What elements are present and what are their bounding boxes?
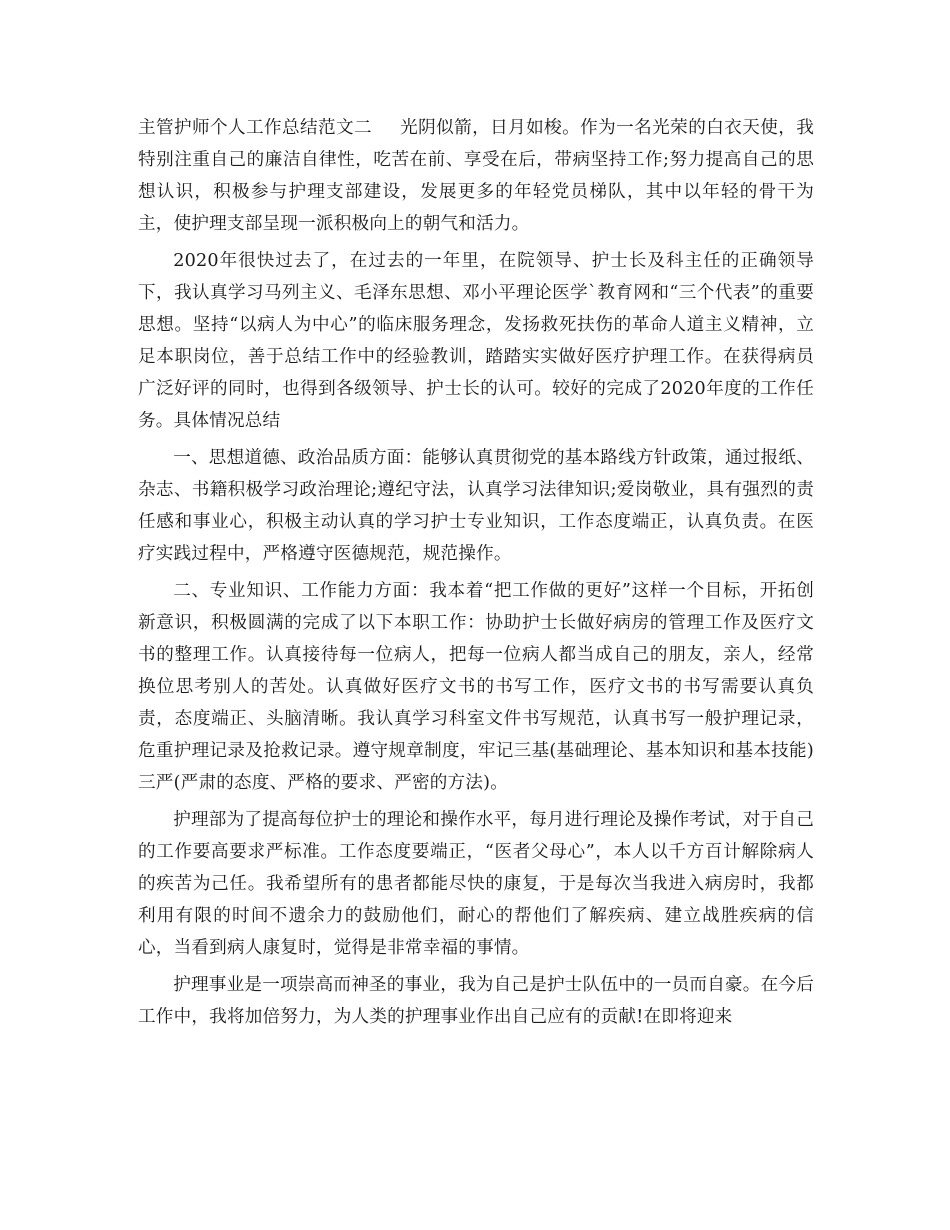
- paragraph-year-summary: 2020年很快过去了，在过去的一年里，在院领导、护士长及科主任的正确领导下，我认真学习马列主义、毛泽东思想、邓小平理论医学`教育网和“三个代表”的重要思想。坚持“以病人为中心”的临床服务理念，发扬救死扶伤的革命人道主义精神，立足本职岗位，善于总结工作中的经验教训，踏踏实实做好医疗护理工作。在获得病员广泛好评的同时，也得到各级领导、护士长的认可。较好的完成了2020年度的工作任务。具体情况总结: [138, 251, 814, 431]
- intro-paragraph: [138, 112, 814, 240]
- paragraph-professional-ability: 二、专业知识、工作能力方面：我本着“把工作做的更好”这样一个目标，开拓创新意识，积极圆满的完成了以下本职工作：协助护士长做好病房的管理工作及医疗文书的整理工作。认真接待每一位病人，把每一位病人都当成自己的朋友，亲人，经常换位思考别人的苦处。认真做好医疗文书的书写工作，医疗文书的书写需要认真负责，态度端正、头脑清晰。我认真学习科室文件书写规范，认真书写一般护理记录，危重护理记录及抢救记录。遵守规章制度，牢记三基(基础理论、基本知识和基本技能)三严(严肃的态度、严格的要求、严密的方法)。: [138, 581, 814, 793]
- paragraph-text: 光阴似箭，日月如梭。作为一名光荣的白衣天使，我特别注重自己的廉洁自律性，吃苦在前、享受在后，带病坚持工作;努力提高自己的思想认识，积极参与护理支部建设，发展更多的年轻党员梯队，其中以年轻的骨干为主，使护理支部呈现一派积极向上的朝气和活力。: [138, 118, 814, 234]
- paragraph-nursing-department: 护理部为了提高每位护士的理论和操作水平，每月进行理论及操作考试，对于自己的工作要高要求严标准。工作态度要端正，“医者父母心”，本人以千方百计解除病人的疾苦为己任。我希望所有的患者都能尽快的康复，于是每次当我进入病房时，我都利用有限的时间不遗余力的鼓励他们，耐心的帮他们了解疾病、建立战胜疾病的信心，当看到病人康复时，觉得是非常幸福的事情。: [138, 810, 814, 958]
- paragraph-nursing-career: 护理事业是一项崇高而神圣的事业，我为自己是护士队伍中的一员而自豪。在今后工作中，我将加倍努力，为人类的护理事业作出自己应有的贡献!在即将迎来: [138, 975, 814, 1027]
- document-body: [138, 112, 814, 1038]
- document-title: 主管护师个人工作总结范文二: [138, 118, 373, 138]
- paragraph-political-quality: 一、思想道德、政治品质方面：能够认真贯彻党的基本路线方针政策，通过报纸、杂志、书籍积极学习政治理论;遵纪守法，认真学习法律知识;爱岗敬业，具有强烈的责任感和事业心，积极主动认真的学习护士专业知识，工作态度端正，认真负责。在医疗实践过程中，严格遵守医德规范，规范操作。: [138, 448, 814, 564]
